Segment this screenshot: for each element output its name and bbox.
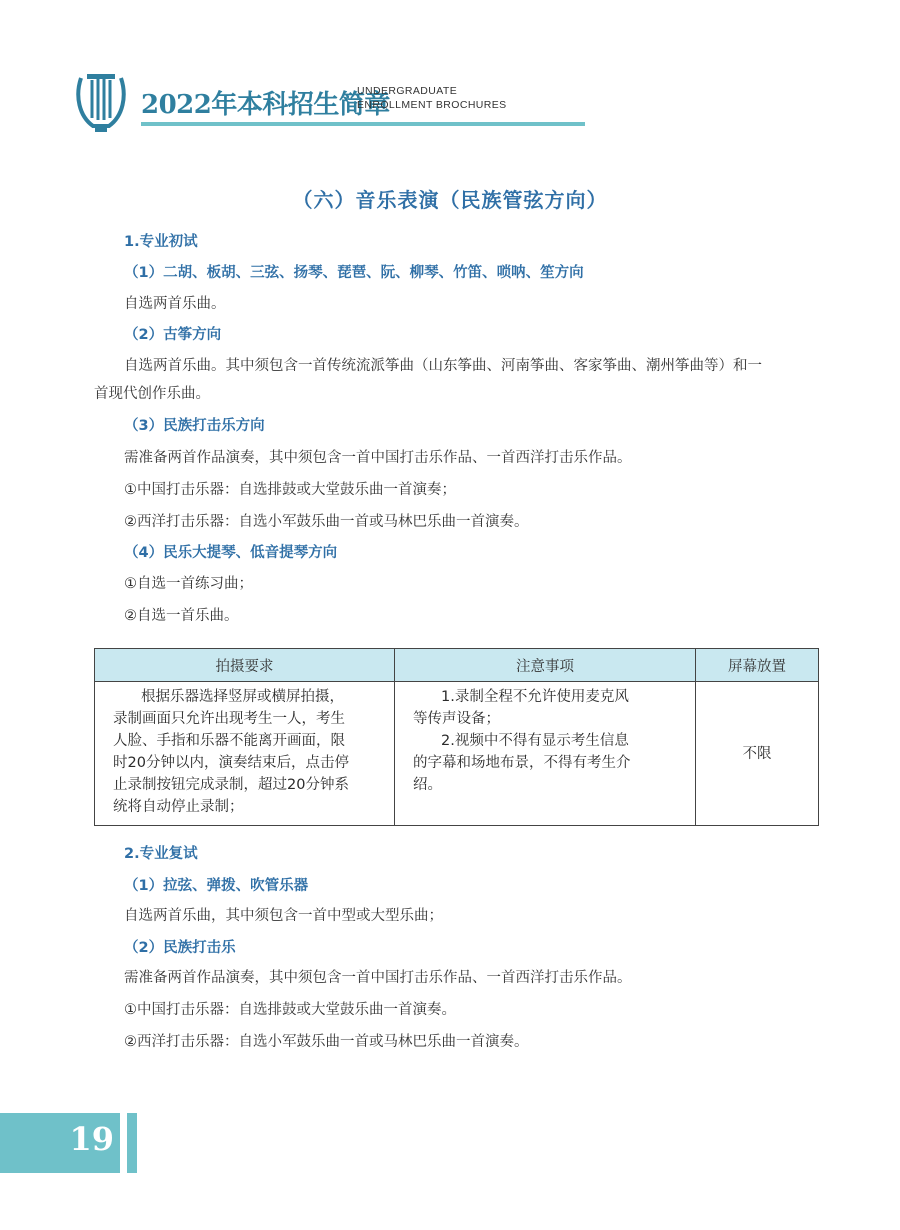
table-header-screen: 屏幕放置 (696, 649, 819, 682)
screen-placement-cell: 不限 (696, 682, 819, 826)
brochure-subtitle-line2: ENROLLMENT BROCHURES (357, 99, 507, 111)
retest-item-2-title: （2）民族打击乐 (124, 940, 236, 956)
shooting-line-1: 根据乐器选择竖屏或横屏拍摄， (141, 689, 344, 705)
shooting-line-6: 统将自动停止录制； (113, 799, 244, 815)
notes-line-5: 绍。 (413, 777, 442, 793)
notes-line-3: 2.视频中不得有显示考生信息 (441, 733, 629, 749)
table-header-shooting: 拍摄要求 (95, 649, 395, 682)
preliminary-item-2-text-a: 自选两首乐曲。其中须包含一首传统流派筝曲（山东筝曲、河南筝曲、客家筝曲、潮州筝曲等）和一 (124, 358, 762, 374)
shooting-line-4: 时20分钟以内，演奏结束后，点击停 (113, 755, 349, 771)
lyre-icon (75, 72, 127, 134)
page-number: 19 (69, 1120, 114, 1158)
recording-requirements-table (94, 648, 819, 826)
notes-cell (395, 682, 696, 826)
table-row (95, 682, 819, 826)
page-header (75, 70, 515, 134)
preliminary-item-1-text: 自选两首乐曲。 (124, 296, 226, 312)
retest-item-2-western: ②西洋打击乐器：自选小军鼓乐曲一首或马林巴乐曲一首演奏。 (124, 1034, 529, 1050)
preliminary-item-2-title: （2）古筝方向 (124, 327, 222, 343)
brochure-subtitle-line1: UNDERGRADUATE (357, 85, 458, 97)
shooting-requirements-cell (95, 682, 395, 826)
page-number-bar (127, 1113, 137, 1173)
retest-heading: 2.专业复试 (124, 846, 198, 862)
preliminary-item-3-chinese: ①中国打击乐器：自选排鼓或大堂鼓乐曲一首演奏； (124, 482, 456, 498)
retest-item-1-text: 自选两首乐曲，其中须包含一首中型或大型乐曲； (124, 908, 443, 924)
brochure-title: 2022年本科招生简章 (141, 90, 390, 120)
preliminary-item-4-title: （4）民乐大提琴、低音提琴方向 (124, 545, 338, 561)
preliminary-item-3-text: 需准备两首作品演奏，其中须包含一首中国打击乐作品、一首西洋打击乐作品。 (124, 450, 632, 466)
preliminary-item-3-western: ②西洋打击乐器：自选小军鼓乐曲一首或马林巴乐曲一首演奏。 (124, 514, 529, 530)
retest-item-1-title: （1）拉弦、弹拨、吹管乐器 (124, 878, 309, 894)
table-header-row (95, 649, 819, 682)
retest-item-2-chinese: ①中国打击乐器：自选排鼓或大堂鼓乐曲一首演奏。 (124, 1002, 456, 1018)
section-title: （六）音乐表演（民族管弦方向） (292, 188, 608, 212)
preliminary-item-3-title: （3）民族打击乐方向 (124, 418, 265, 434)
preliminary-item-4-piece: ②自选一首乐曲。 (124, 608, 239, 624)
preliminary-heading: 1.专业初试 (124, 234, 198, 250)
shooting-line-5: 止录制按钮完成录制，超过20分钟系 (113, 777, 349, 793)
notes-line-4: 的字幕和场地布景，不得有考生介 (413, 755, 631, 771)
table-header-notes: 注意事项 (395, 649, 696, 682)
retest-item-2-text: 需准备两首作品演奏，其中须包含一首中国打击乐作品、一首西洋打击乐作品。 (124, 970, 632, 986)
preliminary-item-4-etude: ①自选一首练习曲； (124, 576, 253, 592)
brochure-subtitle (357, 84, 507, 112)
header-rule (141, 122, 585, 126)
shooting-line-3: 人脸、手指和乐器不能离开画面，限 (113, 733, 345, 749)
notes-line-2: 等传声设备； (413, 711, 500, 727)
shooting-line-2: 录制画面只允许出现考生一人，考生 (113, 711, 345, 727)
notes-line-1: 1.录制全程不允许使用麦克风 (441, 689, 629, 705)
preliminary-item-2-text-b: 首现代创作乐曲。 (94, 386, 210, 402)
preliminary-item-1-title: （1）二胡、板胡、三弦、扬琴、琵琶、阮、柳琴、竹笛、唢呐、笙方向 (124, 265, 584, 281)
